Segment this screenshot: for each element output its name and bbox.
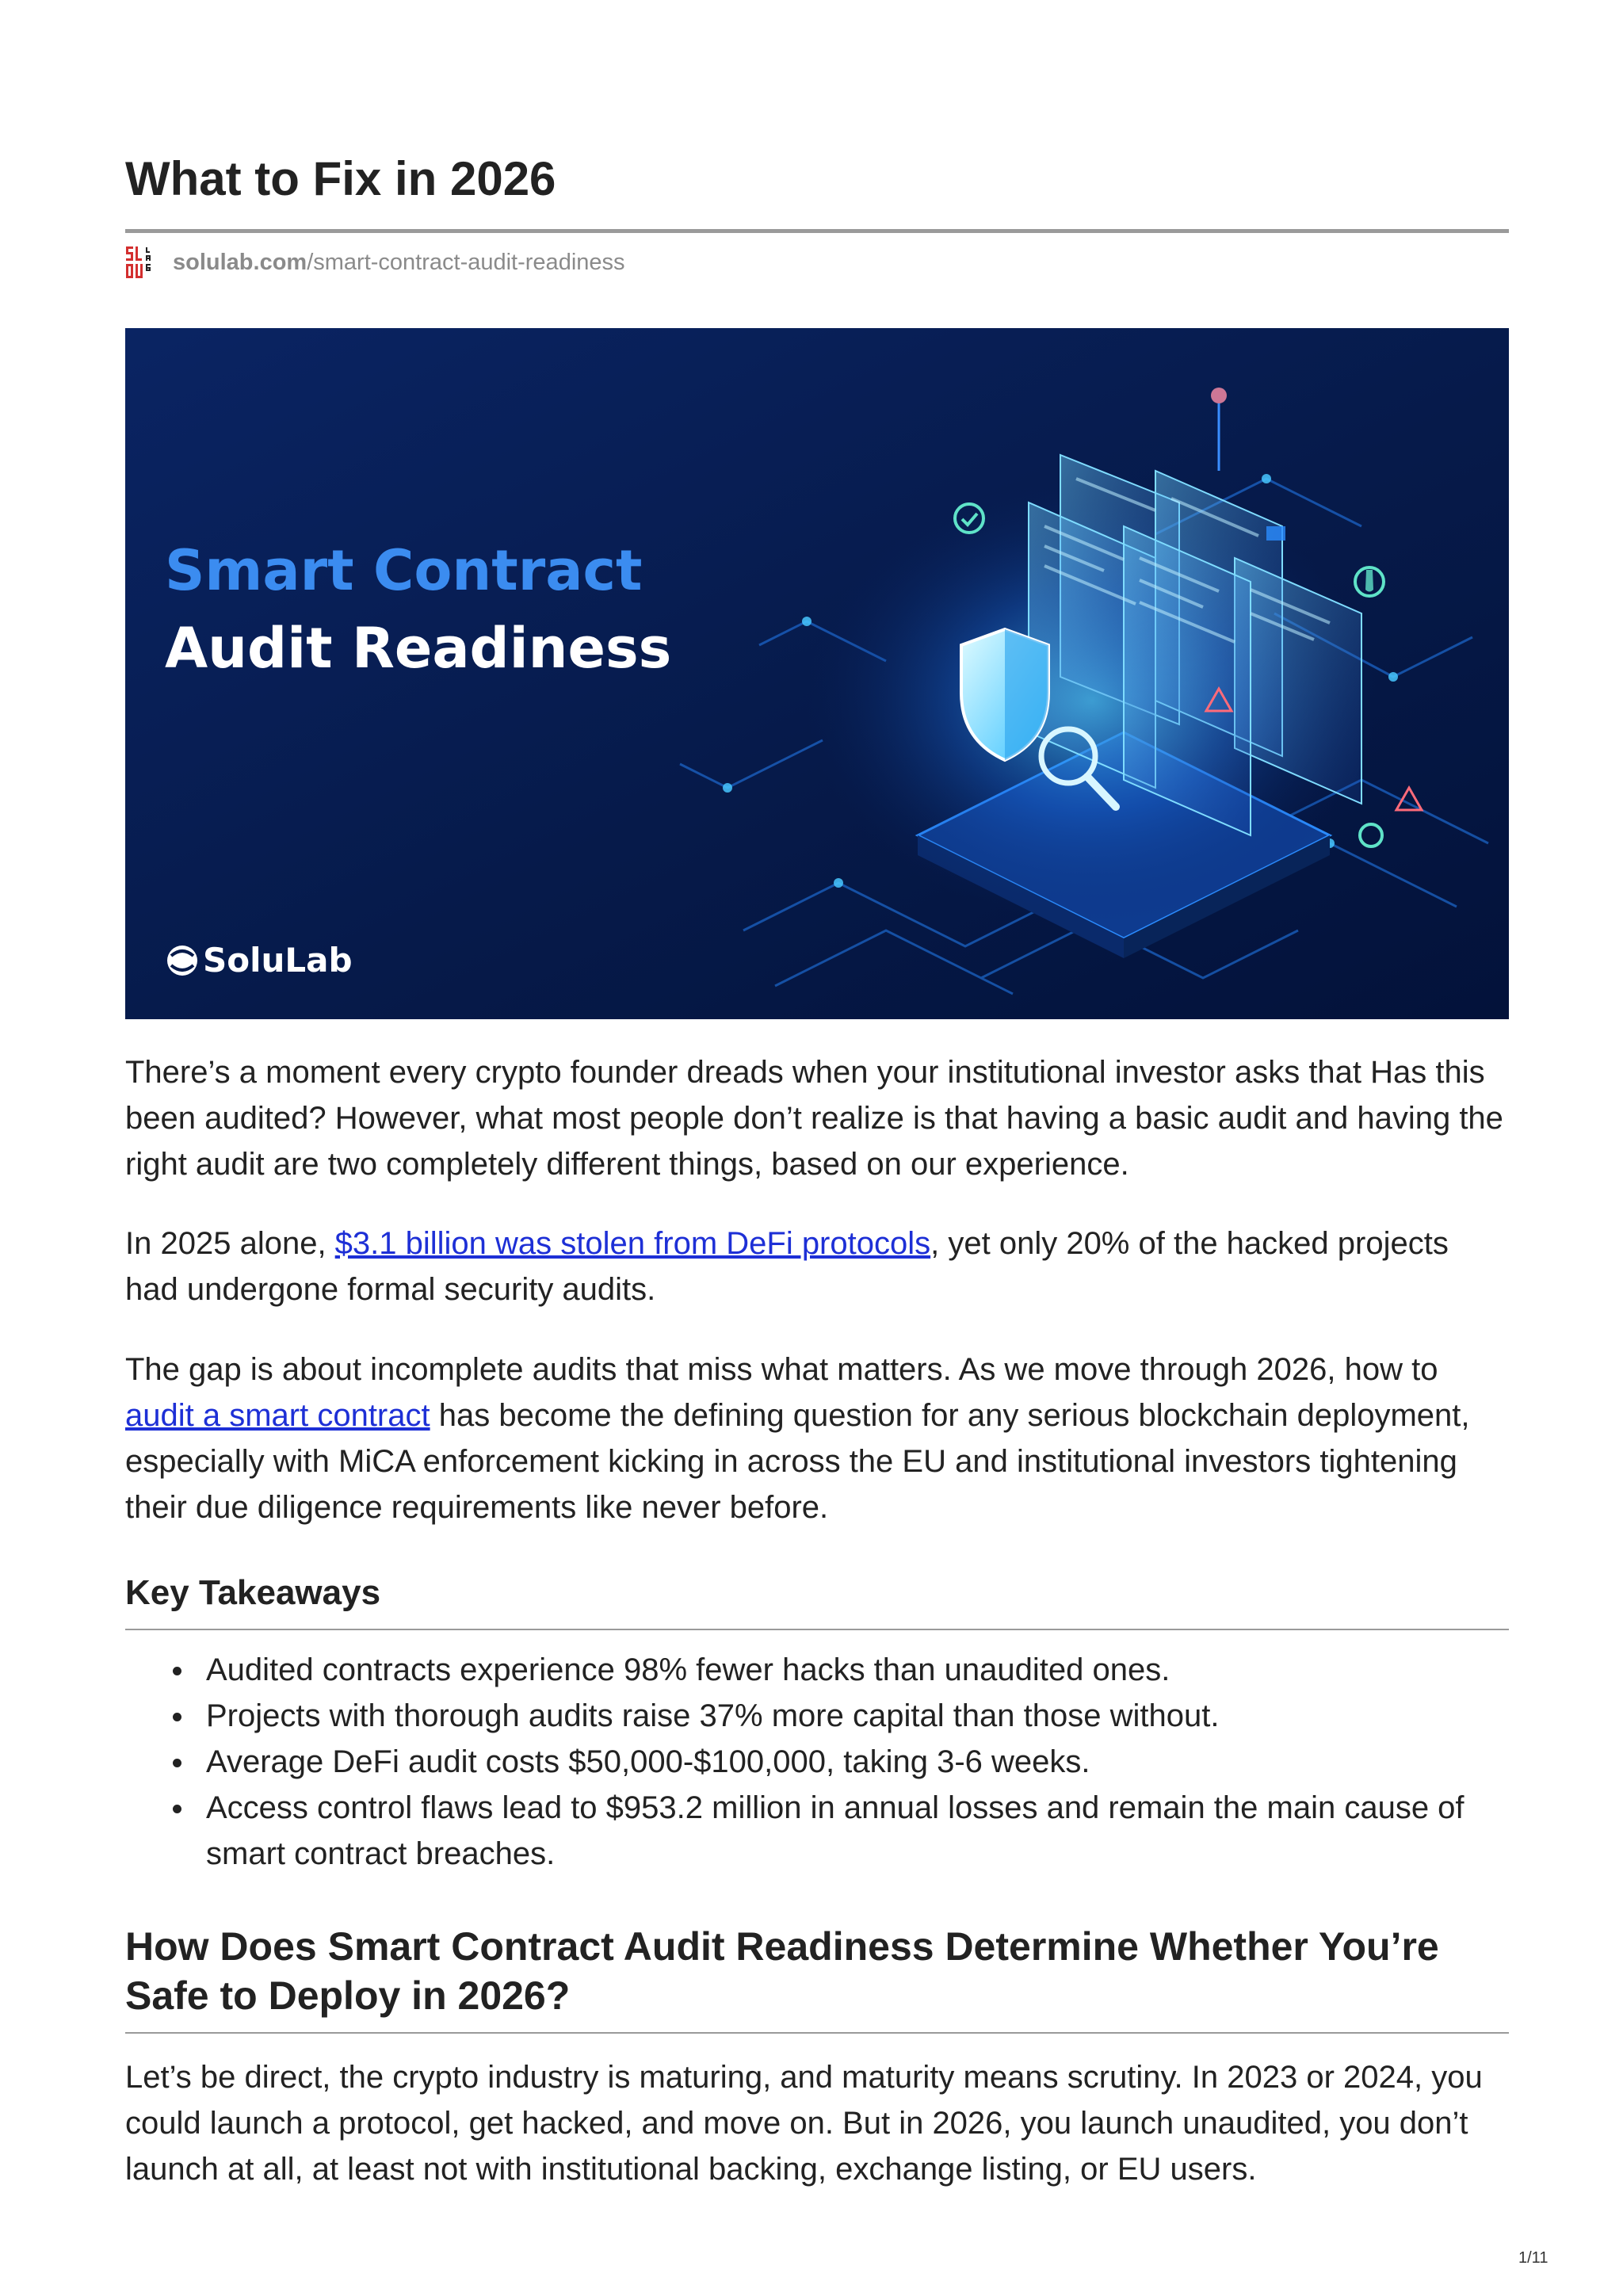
solulab-logo-icon bbox=[125, 246, 158, 279]
page-number: 1/11 bbox=[1518, 2249, 1549, 2267]
title-divider bbox=[125, 229, 1509, 233]
defi-stolen-link[interactable]: $3.1 billion was stolen from DeFi protocols bbox=[334, 1226, 931, 1261]
audit-smart-contract-link[interactable]: audit a smart contract bbox=[125, 1398, 430, 1433]
hero-title-line2: Audit Readiness bbox=[165, 616, 672, 681]
source-domain: solulab.com bbox=[173, 249, 307, 275]
source-line bbox=[125, 243, 625, 281]
stats-paragraph: In 2025 alone, $3.1 billion was stolen from DeFi protocols, yet only 20% of the hacked projects had undergone formal security audits. bbox=[125, 1226, 1449, 1307]
section-paragraph: Let’s be direct, the crypto industry is maturing, and maturity means scrutiny. In 2023 or 2024, you could launch a protocol, get hacked, and move on. But in 2026, you launch unaudited, you don’t launch at all, at least not with institutional backing, exchange listing, or EU users. bbox=[125, 2060, 1483, 2187]
list-item: Audited contracts experience 98% fewer hacks than unaudited ones. bbox=[206, 1647, 1509, 1693]
hero-title-line1: Smart Contract bbox=[165, 538, 643, 603]
key-takeaways-heading: Key Takeaways bbox=[125, 1573, 381, 1612]
hero-brand-name: SoluLab bbox=[203, 941, 353, 980]
section-heading: How Does Smart Contract Audit Readiness Determine Whether You’re Safe to Deploy in 2026? bbox=[125, 1924, 1439, 2018]
section-divider bbox=[125, 2032, 1509, 2034]
gap-paragraph: The gap is about incomplete audits that miss what matters. As we move through 2026, how to audit a smart contract has become the defining question for any serious blockchain deployment, especially with MiCA enforcement kicking in across the EU and institutional investors tightening their due diligence requirements like never before. bbox=[125, 1352, 1470, 1525]
key-takeaways-divider bbox=[125, 1629, 1509, 1630]
intro-paragraph: There’s a moment every crypto founder dreads when your institutional investor asks that Has this been audited? However, what most people don’t realize is that having a basic audit and having the right audit are two completely different things, based on our experience. bbox=[125, 1055, 1503, 1182]
list-item: Average DeFi audit costs $50,000-$100,000, taking 3-6 weeks. bbox=[206, 1739, 1509, 1785]
source-path: /smart-contract-audit-readiness bbox=[307, 249, 625, 275]
list-item: Projects with thorough audits raise 37% more capital than those without. bbox=[206, 1693, 1509, 1739]
key-takeaways-list bbox=[125, 1647, 1509, 1877]
page-title: What to Fix in 2026 bbox=[125, 152, 556, 205]
list-item: Access control flaws lead to $953.2 million in annual losses and remain the main cause of smart contract breaches. bbox=[206, 1785, 1509, 1877]
hero-banner-image bbox=[125, 328, 1509, 1019]
